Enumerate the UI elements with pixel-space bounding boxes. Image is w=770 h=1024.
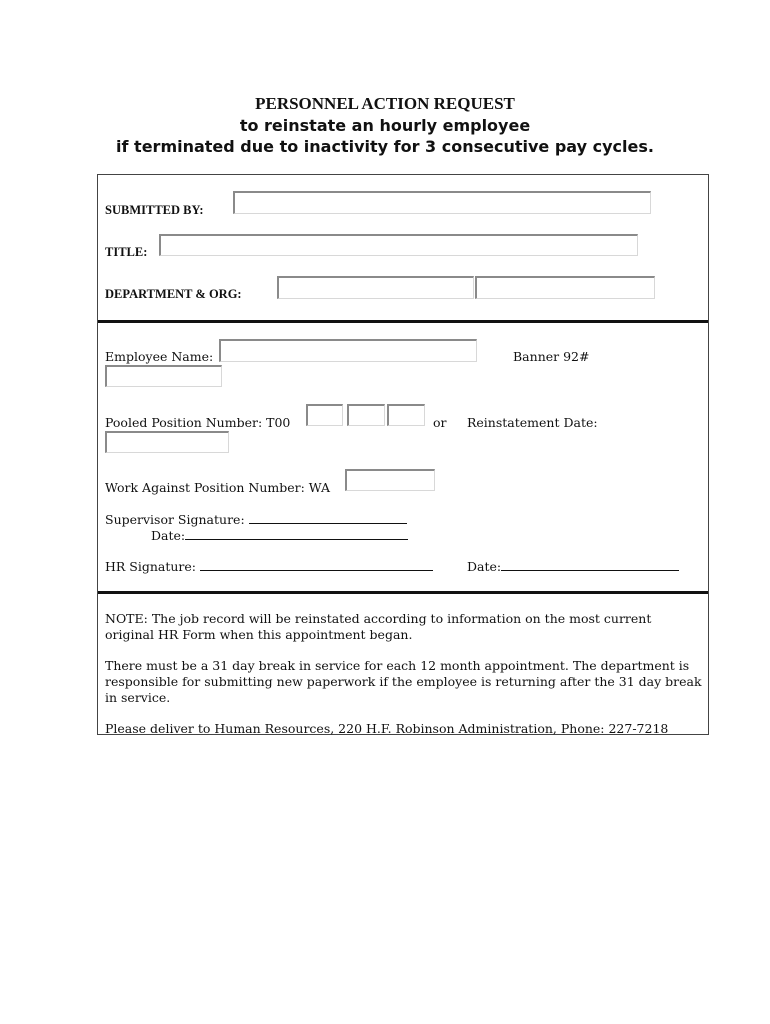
hr-signature-line[interactable]	[200, 559, 433, 571]
hr-date-label: Date:	[467, 559, 502, 574]
submitted-by-field[interactable]	[233, 191, 651, 214]
hr-date-line[interactable]	[501, 559, 679, 571]
section-divider-notes	[98, 591, 708, 594]
pooled-position-field-2[interactable]	[347, 404, 385, 426]
banner-id-field[interactable]	[105, 365, 222, 387]
form-title: PERSONNEL ACTION REQUEST	[255, 94, 515, 113]
form-subtitle: to reinstate an hourly employee	[239, 116, 531, 135]
note-job-record: NOTE: The job record will be reinstated according to information on the most current original HR Form when this appointment began.	[105, 611, 652, 642]
note-delivery: Please deliver to Human Resources, 220 H.F. Robinson Administration, Phone: 227-7218	[105, 721, 669, 736]
employee-name-label: Employee Name:	[105, 349, 214, 364]
or-label: or	[433, 415, 447, 430]
note-break-in-service: There must be a 31 day break in service for each 12 month appointment. The department is responsible for submitting new paperwork if the employee is returning after the 31 day break in service.	[105, 658, 702, 705]
form-subtitle-condition: if terminated due to inactivity for 3 consecutive pay cycles.	[116, 137, 654, 156]
reinstatement-date-field[interactable]	[105, 431, 229, 453]
supervisor-signature-label: Supervisor Signature:	[105, 512, 245, 527]
department-org-label: DEPARTMENT & ORG:	[105, 287, 242, 301]
hr-signature-label: HR Signature:	[105, 559, 197, 574]
supervisor-date-label: Date:	[151, 528, 186, 543]
submitted-by-label: SUBMITTED BY:	[105, 203, 204, 217]
work-against-position-label: Work Against Position Number: WA	[105, 480, 331, 495]
form-box	[97, 174, 709, 735]
hr-signature-row	[105, 559, 433, 574]
supervisor-date-row	[151, 528, 408, 543]
supervisor-signature-line[interactable]	[249, 512, 407, 524]
work-against-position-field[interactable]	[345, 469, 435, 491]
employee-name-field[interactable]	[219, 339, 477, 362]
section-divider	[98, 320, 708, 323]
hr-date-row	[467, 559, 679, 574]
supervisor-date-line[interactable]	[185, 528, 408, 540]
banner-id-label: Banner 92#	[513, 349, 590, 364]
reinstatement-date-label: Reinstatement Date:	[467, 415, 598, 430]
pooled-position-field-3[interactable]	[387, 404, 425, 426]
title-label: TITLE:	[105, 245, 148, 259]
pooled-position-label: Pooled Position Number: T00	[105, 415, 291, 430]
pooled-position-field-1[interactable]	[306, 404, 343, 426]
org-field[interactable]	[475, 276, 655, 299]
department-field[interactable]	[277, 276, 474, 299]
title-field[interactable]	[159, 234, 638, 256]
supervisor-signature-row	[105, 512, 407, 527]
